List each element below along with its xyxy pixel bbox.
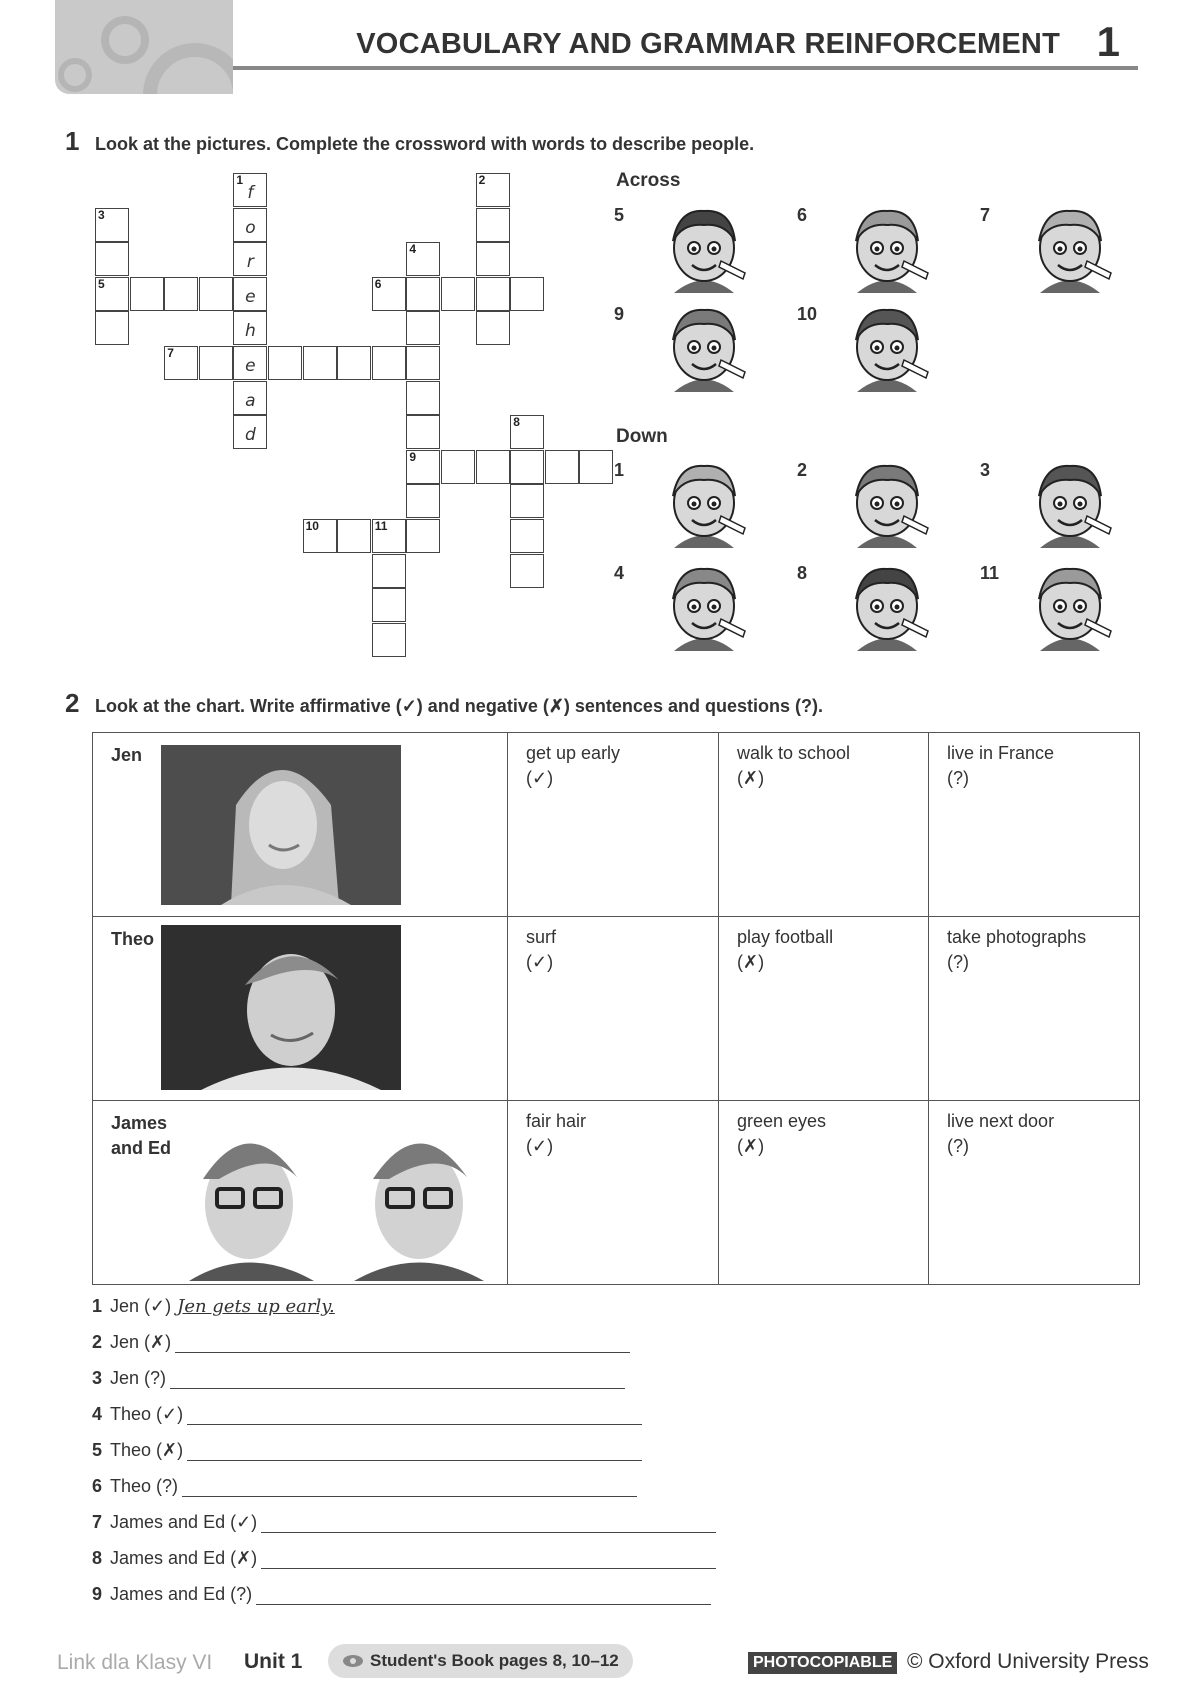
crossword-number: 3 [98, 207, 105, 222]
sentence-prompt: Theo (✓) [110, 1404, 184, 1424]
down-heading: Down [616, 426, 668, 447]
activity-cell [929, 917, 1140, 1101]
header-rule [233, 66, 1138, 70]
crossword-cell[interactable] [95, 242, 129, 276]
answer-line[interactable] [261, 1548, 716, 1569]
crossword-cell[interactable] [372, 554, 406, 588]
sentence-item [92, 1404, 642, 1425]
crossword-cell[interactable] [406, 415, 440, 449]
sentence-prompt: Jen (✓) [110, 1296, 172, 1316]
activity-cell [929, 733, 1140, 917]
activity-mark: (?) [947, 952, 969, 972]
activity-label: surf [526, 927, 557, 947]
sentence-prompt: James and Ed (?) [110, 1584, 253, 1604]
crossword-cell[interactable] [199, 346, 233, 380]
person-name: Jen [111, 745, 143, 765]
table-row [93, 1101, 1140, 1285]
sentence-prompt: Jen (?) [110, 1368, 167, 1388]
crossword-cell[interactable] [233, 277, 267, 311]
person-cell-theo [93, 917, 508, 1101]
exercise-1-number: 1 [65, 126, 80, 156]
activity-label: fair hair [526, 1111, 587, 1131]
clue-number: 7 [980, 205, 991, 225]
sentence-number: 1 [92, 1296, 103, 1316]
activity-cell [929, 1101, 1140, 1285]
crossword-cell[interactable] [406, 484, 440, 518]
sentence-prompt: James and Ed (✗) [110, 1548, 258, 1568]
exercise-1-instruction: Look at the pictures. Complete the crossword with words to describe people. [95, 134, 755, 154]
crossword-cell[interactable] [372, 588, 406, 622]
crossword-cell[interactable] [233, 173, 267, 207]
footer-pages: Student's Book pages 8, 10–12 [370, 1651, 619, 1670]
sentence-number: 2 [92, 1332, 103, 1352]
crossword-cell[interactable] [164, 277, 198, 311]
crossword-cell[interactable] [164, 346, 198, 380]
crossword-cell[interactable] [303, 346, 337, 380]
cartoon-face-icon [659, 561, 749, 651]
sentence-number: 9 [92, 1584, 103, 1604]
activity-cell [719, 917, 929, 1101]
crossword-cell[interactable] [372, 346, 406, 380]
clue-number: 6 [797, 205, 808, 225]
cartoon-face-icon [842, 458, 932, 548]
exercise-2-instruction: Look at the chart. Write affirmative (✓) and negative (✗) sentences and questions (?). [95, 696, 823, 716]
activity-label: get up early [526, 743, 621, 763]
crossword-cell[interactable] [233, 208, 267, 242]
sentence-item [92, 1332, 630, 1353]
cartoon-face-icon [842, 302, 932, 392]
sentence-item [92, 1512, 716, 1533]
crossword-cell[interactable] [95, 311, 129, 345]
sentence-prompt: James and Ed (✓) [110, 1512, 258, 1532]
activity-label: green eyes [737, 1111, 827, 1131]
crossword-cell[interactable] [406, 311, 440, 345]
crossword-letter: o [245, 217, 256, 238]
clue-number: 1 [614, 460, 625, 480]
answer-line[interactable] [175, 1332, 630, 1353]
footer-unit: Unit 1 [244, 1650, 303, 1673]
crossword-cell[interactable] [406, 519, 440, 553]
clue-number: 9 [614, 304, 625, 324]
gears-icon [55, 0, 233, 94]
sentence-item [92, 1368, 625, 1389]
crossword-cell[interactable] [337, 519, 371, 553]
crossword-cell[interactable] [406, 450, 440, 484]
crossword-number: 1 [236, 173, 244, 187]
sentence-number: 3 [92, 1368, 103, 1388]
crossword-cell[interactable] [441, 450, 475, 484]
sentence-number: 7 [92, 1512, 103, 1532]
crossword-number: 5 [98, 276, 105, 291]
sentence-number: 6 [92, 1476, 103, 1496]
eye-icon [342, 1654, 364, 1668]
sentence-item [92, 1296, 335, 1317]
answer-line[interactable] [261, 1512, 716, 1533]
activity-mark: (✓) [526, 952, 554, 972]
crossword-letter: r [246, 252, 254, 273]
crossword-cell[interactable] [406, 381, 440, 415]
activity-cell [508, 917, 719, 1101]
crossword-cell[interactable] [441, 277, 475, 311]
crossword-letter: e [245, 356, 256, 376]
photocopiable-badge: PHOTOCOPIABLE [748, 1652, 897, 1674]
cartoon-face-icon [1025, 561, 1115, 651]
crossword-cell[interactable] [372, 277, 406, 311]
activity-cell [719, 1101, 929, 1285]
crossword-cell[interactable] [510, 450, 544, 484]
crossword-cell[interactable] [476, 277, 510, 311]
example-answer: Jen gets up early. [177, 1296, 335, 1317]
crossword-cell[interactable] [510, 484, 544, 518]
crossword-cell[interactable] [233, 381, 267, 415]
crossword-cell[interactable] [337, 346, 371, 380]
crossword-number: 7 [167, 346, 174, 360]
across-heading: Across [616, 170, 681, 191]
crossword-cell[interactable] [406, 277, 440, 311]
person-name: Theo [111, 929, 154, 949]
sentence-item [92, 1584, 711, 1605]
cartoon-face-icon [659, 458, 749, 548]
activity-label: walk to school [737, 743, 851, 763]
footer-book-title: Link dla Klasy VI [57, 1651, 213, 1674]
unit-number: 1 [1096, 18, 1120, 65]
crossword-cell[interactable] [268, 346, 302, 380]
crossword-cell[interactable] [199, 277, 233, 311]
crossword-number: 11 [374, 519, 388, 533]
sentence-prompt: Theo (✗) [110, 1440, 184, 1460]
page-title: VOCABULARY AND GRAMMAR REINFORCEMENT [356, 28, 1060, 60]
clue-number: 4 [614, 563, 625, 583]
crossword-number: 4 [409, 242, 417, 257]
crossword-letter: h [245, 321, 256, 342]
activity-label: live next door [947, 1111, 1055, 1131]
crossword-cell[interactable] [510, 277, 544, 311]
activity-chart [92, 732, 1140, 1285]
table-row [93, 733, 1140, 917]
crossword-cell[interactable] [233, 311, 267, 345]
crossword-letter: d [244, 425, 256, 446]
theo-photo [161, 925, 401, 1090]
crossword-cell[interactable] [372, 519, 406, 553]
crossword-cell[interactable] [476, 173, 510, 207]
cartoon-face-icon [1025, 458, 1115, 548]
header-tab [55, 0, 233, 94]
crossword-cell[interactable] [510, 415, 544, 449]
crossword-cell[interactable] [130, 277, 164, 311]
cartoon-face-icon [842, 561, 932, 651]
crossword-letter: a [245, 390, 256, 411]
clue-number: 11 [980, 563, 1000, 583]
crossword-cell[interactable] [476, 242, 510, 276]
sentence-number: 8 [92, 1548, 103, 1568]
crossword-cell[interactable] [476, 450, 510, 484]
sentence-number: 4 [92, 1404, 103, 1424]
activity-cell [719, 733, 929, 917]
person-cell-james-and-ed [93, 1101, 508, 1285]
answer-line[interactable] [182, 1476, 637, 1497]
cartoon-face-icon [1025, 203, 1115, 293]
crossword-cell[interactable] [510, 519, 544, 553]
person-name [111, 1111, 171, 1161]
person-name-line2: and Ed [111, 1138, 172, 1158]
activity-mark: (✓) [526, 1136, 554, 1156]
clue-number: 10 [797, 304, 818, 324]
activity-cell [508, 733, 719, 917]
crossword-cell[interactable] [476, 311, 510, 345]
clue-number: 5 [614, 205, 625, 225]
crossword-number: 10 [305, 519, 319, 533]
crossword-cell[interactable] [406, 242, 440, 276]
person-cell-jen [93, 733, 508, 917]
answer-line[interactable] [256, 1584, 711, 1605]
clue-number: 3 [980, 460, 991, 480]
crossword-cell[interactable] [95, 208, 129, 242]
answer-line[interactable] [187, 1404, 642, 1425]
activity-mark: (✗) [737, 1136, 765, 1156]
exercise-2-number: 2 [65, 688, 80, 718]
crossword-number: 9 [409, 449, 417, 464]
crossword-number: 2 [478, 173, 486, 187]
sentence-item [92, 1548, 716, 1569]
cartoon-face-icon [659, 302, 749, 392]
crossword-cell[interactable] [510, 554, 544, 588]
crossword-cell[interactable] [303, 519, 337, 553]
activity-mark: (?) [947, 1136, 969, 1156]
sentence-item [92, 1440, 642, 1461]
clue-number: 2 [797, 460, 808, 480]
answer-line[interactable] [170, 1368, 625, 1389]
crossword-cell[interactable] [95, 277, 129, 311]
cartoon-face-icon [659, 203, 749, 293]
sentence-number: 5 [92, 1440, 103, 1460]
crossword-cell[interactable] [233, 415, 267, 449]
footer-pages-pill [328, 1644, 633, 1678]
crossword-cell[interactable] [233, 242, 267, 276]
footer-publisher: © Oxford University Press [907, 1650, 1149, 1673]
crossword-number: 8 [513, 415, 520, 430]
clue-number: 8 [797, 563, 808, 583]
crossword-letter: f [247, 183, 254, 203]
crossword-cell[interactable] [476, 208, 510, 242]
activity-mark: (✗) [737, 768, 765, 788]
crossword-letter: e [245, 286, 256, 307]
table-row [93, 917, 1140, 1101]
activity-cell [508, 1101, 719, 1285]
sentence-prompt: Theo (?) [110, 1476, 179, 1496]
sentence-prompt: Jen (✗) [110, 1332, 172, 1352]
crossword-number: 6 [374, 276, 382, 291]
sentence-item [92, 1476, 637, 1497]
activity-label: live in France [947, 743, 1055, 763]
activity-label: take photographs [947, 927, 1087, 947]
activity-mark: (✓) [526, 768, 554, 788]
crossword-cell[interactable] [545, 450, 579, 484]
crossword-cell[interactable] [406, 346, 440, 380]
activity-label: play football [737, 927, 834, 947]
activity-mark: (✗) [737, 952, 765, 972]
james-and-ed-photo [179, 1109, 489, 1281]
answer-line[interactable] [187, 1440, 642, 1461]
crossword-cell[interactable] [372, 623, 406, 657]
crossword-cell[interactable] [233, 346, 267, 380]
crossword-cell[interactable] [579, 450, 613, 484]
activity-mark: (?) [947, 768, 969, 788]
jen-photo [161, 745, 401, 905]
person-name-line1: James [111, 1113, 168, 1133]
cartoon-face-icon [842, 203, 932, 293]
